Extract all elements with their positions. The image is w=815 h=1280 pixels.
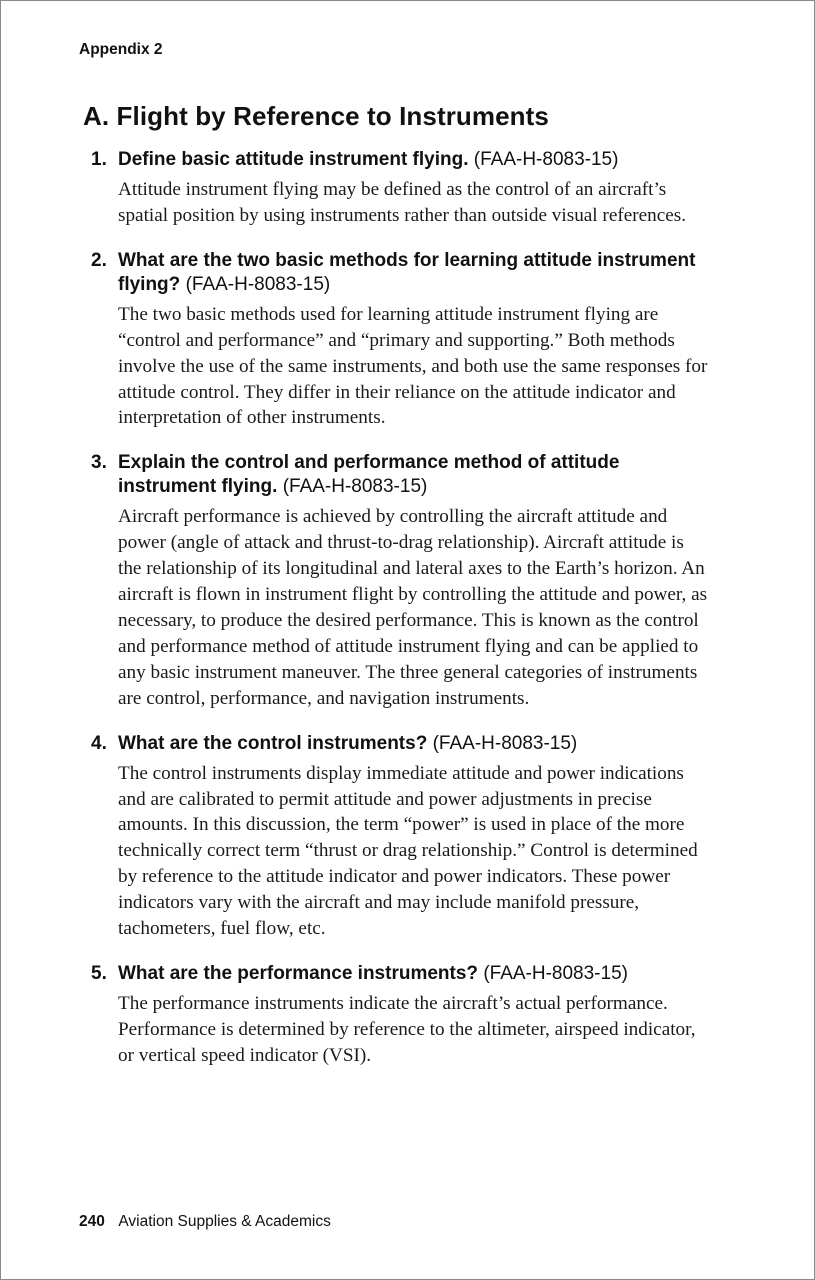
question-item [91,451,711,711]
question-list [91,148,711,1089]
question-number: 4. [91,732,107,754]
answer-text: The two basic methods used for learning attitude instrument flying are “control and performance” and “primary and supporting.” Both methods involve the use of the same instruments, and both use the same responses for attitude control. They differ in their reliance on the attitude indicator and interpretation of other instruments. [118,303,708,429]
question-heading [118,962,711,986]
answer-text: Attitude instrument flying may be defined as the control of an aircraft’s spatial position by using instruments rather than outside visual references. [118,179,687,226]
question-number: 5. [91,962,107,984]
question-item [91,249,711,432]
page-footer [79,1213,331,1231]
page-number: 240 [79,1213,105,1230]
question-reference: (FAA-H-8083-15) [432,732,578,754]
question-heading [118,451,711,499]
question-text: Explain the control and performance method of attitude instrument flying. [118,452,620,498]
question-item [91,962,711,1069]
question-reference: (FAA-H-8083-15) [282,476,428,498]
question-number: 1. [91,149,107,170]
question-text: What are the two basic methods for learning attitude instrument flying? [118,249,696,295]
question-item [91,732,711,942]
running-head: Appendix 2 [79,41,163,58]
question-number: 3. [91,452,107,474]
question-text: What are the performance instruments? [118,962,479,984]
answer-text: Aircraft performance is achieved by controlling the aircraft attitude and power (angle of attack and thrust-to-drag relationship). Aircraft attitude is the relationship of its longitudinal and lateral axes to the Earth’s horizon. An aircraft is flown in instrument flight by controlling the attitude and power, as necessary, to produce the desired performance. This is known as the control and performance method of attitude instrument flying and can be applied to any basic instrument maneuver. The three general categories of instruments are control, performance, and navigation instruments. [118,506,708,709]
question-number: 2. [91,249,107,271]
question-item [91,148,711,229]
answer-text: The control instruments display immediate attitude and power indications and are calibrated to permit attitude and power adjustments in precise amounts. In this discussion, the term “power” is used in place of the more technically correct term “thrust or drag relationship.” Control is determined by reference to the attitude indicator and power indicators. These power indicators vary with the aircraft and may include manifold pressure, tachometers, fuel flow, etc. [118,762,698,940]
question-text: What are the control instruments? [118,732,428,754]
answer-text: The performance instruments indicate the aircraft’s actual performance. Performance is determined by reference to the altimeter, airspeed indicator, or vertical speed indicator (VSI). [118,992,696,1066]
publisher-name: Aviation Supplies & Academics [118,1213,331,1230]
question-reference: (FAA-H-8083-15) [185,273,331,295]
question-heading [118,249,711,297]
question-heading [118,148,711,172]
question-heading [118,732,711,756]
question-text: Define basic attitude instrument flying. [118,149,469,170]
question-reference: (FAA-H-8083-15) [473,149,619,170]
question-reference: (FAA-H-8083-15) [483,962,628,984]
section-title: A. Flight by Reference to Instruments [83,101,549,131]
